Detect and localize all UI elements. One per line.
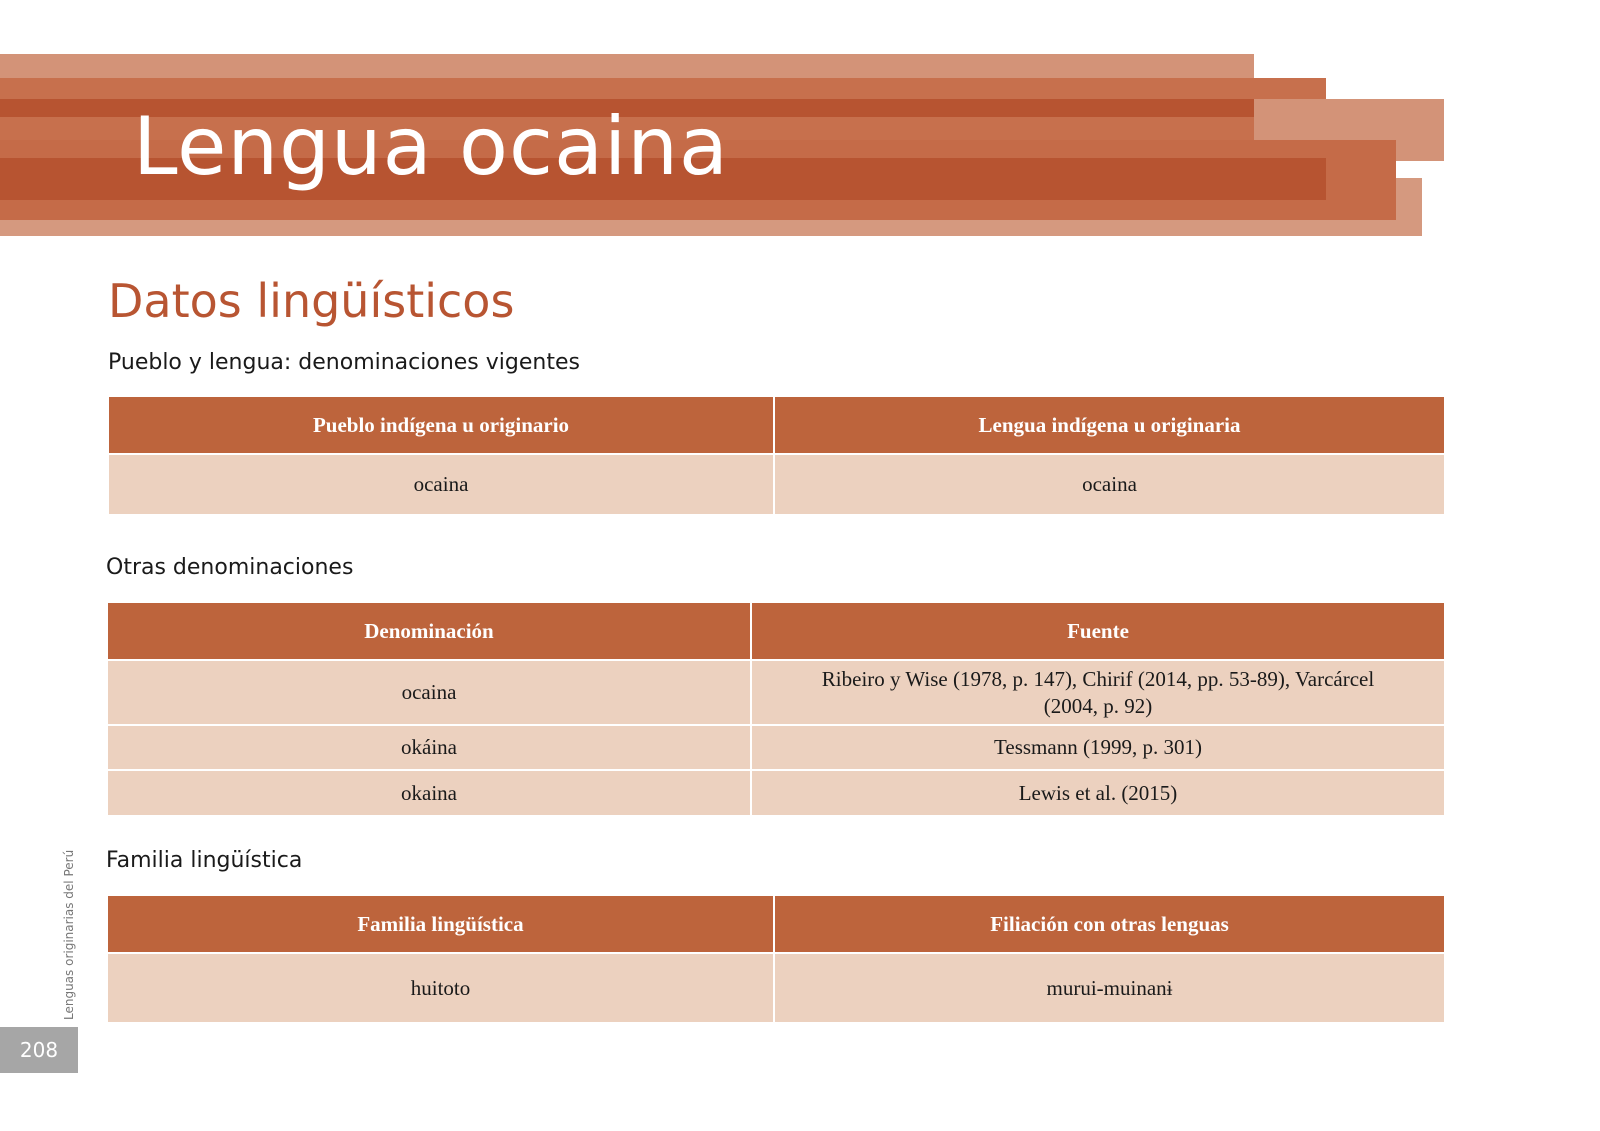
table-cell: Lewis et al. (2015) [751, 770, 1444, 815]
table-caption-other-names: Otras denominaciones [106, 555, 354, 580]
names-table [109, 397, 1444, 514]
table-cell: ocaina [774, 454, 1444, 514]
table-row [108, 770, 1444, 815]
page-title: Lengua ocaina [133, 100, 729, 193]
table-cell: ocaina [108, 660, 751, 725]
table-row [109, 454, 1444, 514]
table-cell: huitoto [108, 953, 774, 1022]
table-row [108, 725, 1444, 770]
table-cell: Ribeiro y Wise (1978, p. 147), Chirif (2014, pp. 53-89), Varcárcel (2004, p. 92) [751, 660, 1444, 725]
table-header: Fuente [751, 603, 1444, 660]
table-cell: Tessmann (1999, p. 301) [751, 725, 1444, 770]
table-caption-family: Familia lingüística [106, 848, 303, 873]
table-caption-names: Pueblo y lengua: denominaciones vigentes [108, 350, 580, 375]
table-cell: ocaina [109, 454, 774, 514]
table-row [108, 660, 1444, 725]
table-cell: murui-muinanɨ [774, 953, 1444, 1022]
table-cell: okáina [108, 725, 751, 770]
table-header: Denominación [108, 603, 751, 660]
table-header: Filiación con otras lenguas [774, 896, 1444, 953]
banner-stripe [0, 200, 1396, 220]
table-cell: okaina [108, 770, 751, 815]
page-number: 208 [0, 1027, 78, 1073]
family-table [108, 896, 1444, 1022]
table-header: Lengua indígena u originaria [774, 397, 1444, 454]
table-header: Pueblo indígena u originario [109, 397, 774, 454]
table-header: Familia lingüística [108, 896, 774, 953]
running-footer-title: Lenguas originarias del Perú [62, 849, 76, 1020]
section-title: Datos lingüísticos [108, 274, 515, 328]
other-names-table [108, 603, 1444, 815]
table-row [108, 953, 1444, 1022]
